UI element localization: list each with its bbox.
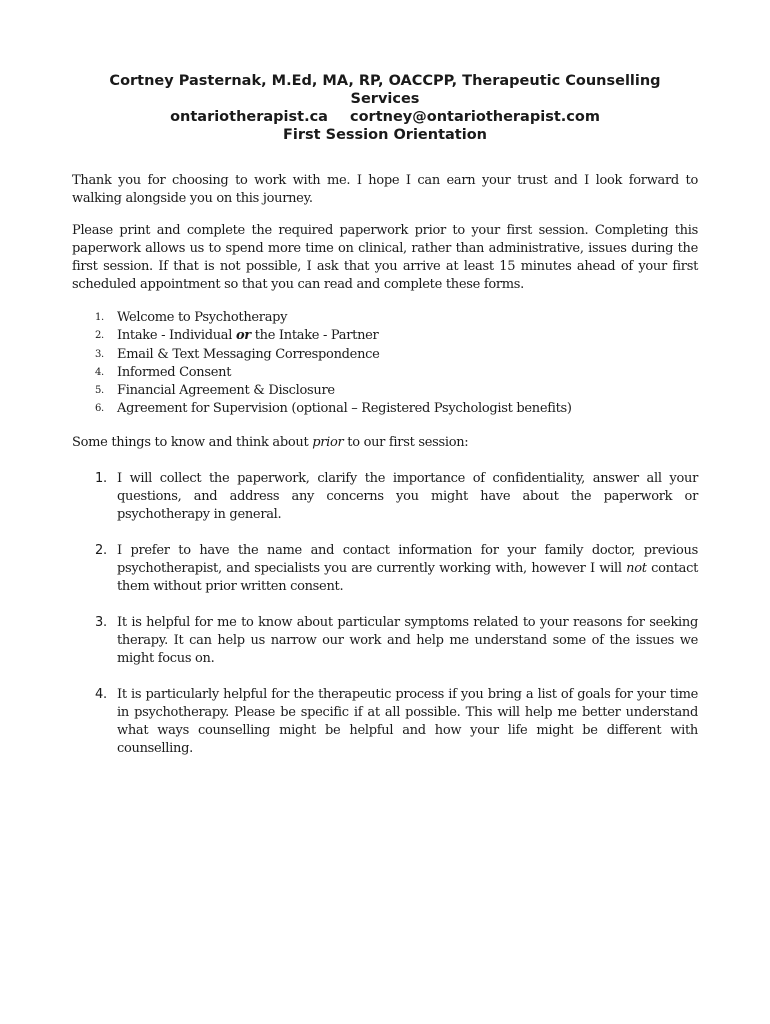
header-email: cortney@ontariotherapist.com bbox=[349, 109, 600, 125]
intro-paragraph: Thank you for choosing to work with me. I hope I can earn your trust and I look forward to walking alongside you on this journey. bbox=[72, 173, 698, 206]
list-item bbox=[72, 686, 698, 758]
list-item-number: 3. bbox=[95, 614, 107, 630]
list-item bbox=[72, 542, 698, 596]
paperwork-paragraph: Please print and complete the required paperwork prior to your first session. Completing this paperwork allows us to spend more time on clinical, rather than administrative, issues during the first session. If that is not possible, I ask that you arrive at least 15 minutes ahead of your first scheduled appointment so that you can read and complete these forms. bbox=[72, 223, 698, 292]
header-subtitle: First Session Orientation bbox=[283, 127, 487, 143]
list-item bbox=[72, 346, 698, 364]
lead-text-part: to our first session: bbox=[343, 434, 469, 450]
things-list bbox=[72, 470, 698, 758]
list-item-number: 6. bbox=[95, 403, 104, 415]
list-item-text bbox=[117, 614, 698, 668]
list-item-number: 2. bbox=[95, 330, 104, 342]
list-item bbox=[72, 364, 698, 382]
list-item-text: Welcome to Psychotherapy bbox=[117, 310, 288, 325]
list-item-text-part: I prefer to have the name and contact information for your family doctor, previous psychotherapist, and specialists you are currently working with, however I will bbox=[117, 542, 698, 576]
list-item bbox=[72, 382, 698, 400]
header-contact-line bbox=[72, 108, 698, 126]
list-item-emphasis: or bbox=[235, 328, 251, 344]
list-item bbox=[72, 400, 698, 418]
lead-emphasis: prior bbox=[312, 434, 344, 450]
list-item-text: Financial Agreement & Disclosure bbox=[117, 383, 335, 399]
list-item-number: 1. bbox=[95, 312, 104, 323]
list-item-text: Agreement for Supervision (optional – Registered Psychologist benefits) bbox=[117, 401, 572, 417]
lead-text-part: Some things to know and think about bbox=[72, 434, 313, 450]
header-title-line2: Services bbox=[350, 91, 420, 107]
list-item bbox=[72, 614, 698, 668]
list-item-text: Email & Text Messaging Correspondence bbox=[117, 346, 380, 362]
list-item-text bbox=[117, 686, 698, 758]
list-item-number: 3. bbox=[95, 348, 104, 360]
list-item-number: 2. bbox=[95, 542, 107, 558]
document-body bbox=[72, 172, 698, 758]
list-item-number: 1. bbox=[95, 470, 107, 486]
list-item-text bbox=[117, 542, 698, 596]
list-item-text-part: Intake - Individual bbox=[117, 328, 236, 344]
list-item bbox=[72, 327, 698, 345]
list-item-text bbox=[117, 327, 378, 345]
list-item-emphasis: not bbox=[626, 560, 647, 576]
header-title-line1: Cortney Pasternak, M.Ed, MA, RP, OACCPP, Therapeutic Counselling bbox=[109, 73, 661, 89]
things-lead-paragraph bbox=[72, 434, 698, 452]
header-website: ontariotherapist.ca bbox=[170, 109, 328, 125]
document-page bbox=[72, 72, 698, 776]
list-item-text-part: It is helpful for me to know about particular symptoms related to your reasons for seeking therapy. It can help us narrow our work and help me understand some of the issues we might focus on. bbox=[117, 614, 698, 666]
list-item-number: 5. bbox=[95, 385, 104, 397]
list-item-text-part: the Intake - Partner bbox=[250, 328, 379, 344]
list-item-text-part: I will collect the paperwork, clarify the importance of confidentiality, answer all your questions, and address any concerns you might have about the paperwork or psychotherapy in general. bbox=[117, 470, 698, 522]
document-header bbox=[72, 72, 698, 144]
list-item-text: Informed Consent bbox=[117, 364, 232, 380]
forms-list bbox=[72, 309, 698, 419]
list-item bbox=[72, 470, 698, 524]
list-item-text bbox=[117, 470, 698, 524]
list-item-number: 4. bbox=[95, 686, 107, 702]
list-item bbox=[72, 309, 698, 327]
list-item-text-part: It is particularly helpful for the therapeutic process if you bring a list of goals for your time in psychotherapy. Please be specific if at all possible. This will help me better understand what ways counselling might be helpful and how your life might be different with counselling. bbox=[117, 686, 698, 756]
list-item-number: 4. bbox=[95, 366, 104, 378]
list-item-text-part: contact them without prior written consent. bbox=[117, 560, 698, 594]
